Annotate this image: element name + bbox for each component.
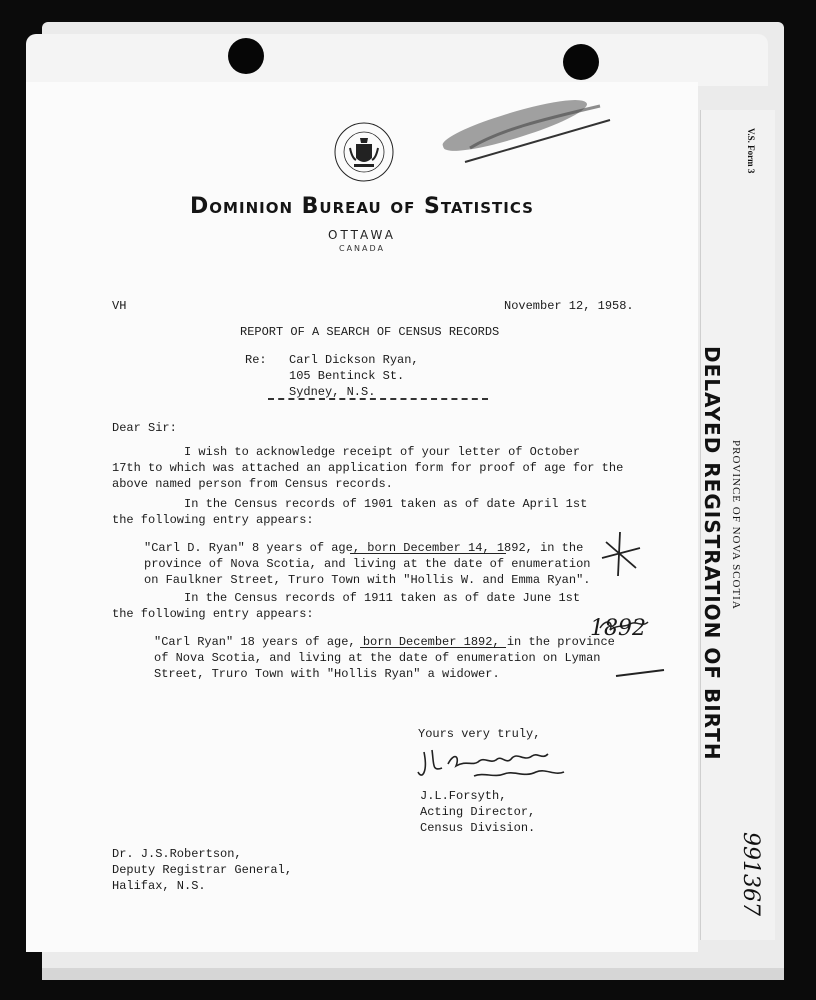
handwritten-file-number: 991367 <box>738 832 763 916</box>
organization-city: OTTAWA <box>328 228 396 242</box>
organization-country: CANADA <box>338 244 385 253</box>
letter-date: November 12, 1958. <box>504 299 634 313</box>
census-entry-1911: "Carl Ryan" 18 years of age, born December 1892, in the province of Nova Scotia, and living at the date of enumeration on Lyman Street, Truro Town with "Hollis Ryan" a widower. <box>154 635 615 681</box>
form-heading: DELAYED REGISTRATION OF BIRTH <box>700 346 724 761</box>
closing: Yours very truly, <box>418 727 541 741</box>
underline-birthdate-1911 <box>360 647 506 648</box>
signer-block <box>420 788 535 836</box>
salutation: Dear Sir: <box>112 421 177 435</box>
top-sheet-edge <box>26 34 768 86</box>
handwritten-signature-icon <box>414 742 574 786</box>
bottom-paper-edge <box>42 968 784 980</box>
recipient-block <box>112 846 292 894</box>
re-label: Re: <box>245 353 267 367</box>
pencil-scribble-icon <box>460 100 620 170</box>
punch-hole <box>563 44 599 80</box>
recipient-name: Dr. J.S.Robertson, <box>112 847 242 861</box>
recipient-title: Deputy Registrar General, <box>112 863 293 877</box>
reference-initials: VH <box>112 299 127 313</box>
paragraph-census-1911: In the Census records of 1911 taken as of date June 1st the following entry appears: <box>112 591 581 621</box>
signer-division: Census Division. <box>420 821 536 835</box>
signer-title: Acting Director, <box>420 805 536 819</box>
census-entry-1901: "Carl D. Ryan" 8 years of age, born December 14, 1892, in the province of Nova Scotia, and living at the date of enumeration on Faulkner Street, Truro Town with "Hollis W. and Emma Ryan". <box>144 541 591 587</box>
report-title: REPORT OF A SEARCH OF CENSUS RECORDS <box>240 325 500 339</box>
signer-name: J.L.Forsyth, <box>420 789 507 803</box>
province-label: PROVINCE OF NOVA SCOTIA <box>730 440 742 610</box>
subject-city: Sydney, N.S. <box>289 385 376 399</box>
underline-birthdate-1901 <box>350 553 506 554</box>
subject-street: 105 Bentinck St. <box>289 369 405 383</box>
dashed-rule <box>268 398 488 400</box>
paragraph-census-1901: In the Census records of 1901 taken as of date April 1st the following entry appears: <box>112 497 588 527</box>
subject-address <box>289 352 419 400</box>
coat-of-arms-seal-icon <box>334 118 394 186</box>
form-number: V.S. Form 3 <box>746 128 756 174</box>
handwritten-year: 1892 <box>590 616 646 641</box>
handwritten-asterisk-icon <box>598 528 644 580</box>
organization-title: Dominion Bureau of Statistics <box>190 194 534 219</box>
subject-name: Carl Dickson Ryan, <box>289 353 419 367</box>
punch-hole <box>228 38 264 74</box>
recipient-city: Halifax, N.S. <box>112 879 206 893</box>
paragraph-acknowledgement: I wish to acknowledge receipt of your letter of October 17th to which was attached an application form for proof of age for the above named person from Census records. <box>112 445 624 491</box>
